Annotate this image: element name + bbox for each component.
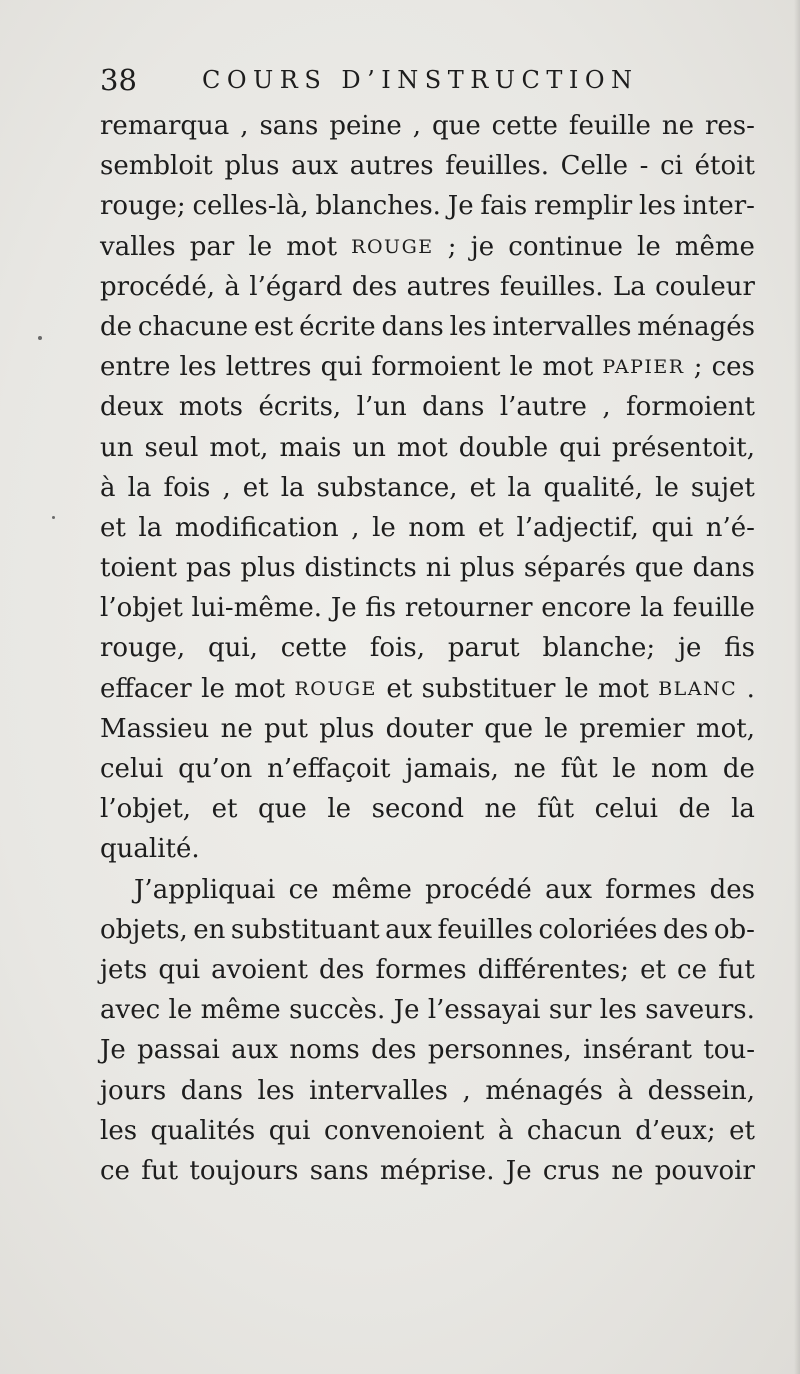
word: toient — [100, 553, 177, 584]
word: l’autre — [499, 392, 587, 423]
word: douter — [385, 713, 473, 744]
text-line — [100, 548, 755, 588]
word: dans — [422, 392, 485, 423]
word: même — [331, 874, 412, 905]
word: couleur — [655, 271, 755, 302]
word: qui — [559, 432, 601, 463]
word: sur — [548, 995, 592, 1026]
word: ne — [661, 111, 694, 141]
word: la — [507, 472, 532, 503]
word: à — [497, 1115, 514, 1146]
word: d’eux; — [635, 1115, 716, 1146]
text-line — [100, 186, 755, 226]
word: et — [242, 472, 269, 503]
word: l’objet — [100, 593, 183, 624]
word: présentoit, — [611, 432, 755, 463]
word: ce — [288, 874, 319, 905]
text-line — [100, 307, 755, 347]
word: l’égard — [249, 271, 343, 302]
word: mot — [598, 673, 649, 704]
word: sembloit — [100, 151, 213, 182]
word: J’appliquai — [134, 874, 276, 905]
word: nom — [408, 512, 466, 543]
word: intervalles — [492, 311, 632, 342]
word: ni — [425, 553, 451, 584]
word: des — [663, 914, 709, 945]
word: fut — [141, 1155, 179, 1186]
word: convenoient — [323, 1115, 485, 1146]
ink-speck — [52, 516, 55, 519]
word: fut — [718, 954, 755, 985]
word: toujours — [189, 1155, 299, 1186]
text-line — [100, 990, 755, 1030]
word: ne — [484, 794, 517, 825]
word: les — [599, 995, 637, 1026]
word: de — [722, 754, 755, 784]
word: insérant — [583, 1035, 693, 1066]
word: feuilles. — [499, 271, 604, 302]
word: , — [412, 111, 421, 141]
word: ; — [447, 231, 457, 262]
word: passai — [137, 1035, 220, 1066]
word: chacune — [137, 311, 249, 342]
text-line — [100, 106, 755, 146]
word: le — [612, 754, 637, 784]
word: distincts — [304, 553, 417, 584]
word: ROUGE — [351, 235, 434, 258]
word: ; — [693, 352, 703, 383]
word: crus — [542, 1155, 600, 1186]
word: chacun — [526, 1115, 622, 1146]
word: Je — [505, 1155, 532, 1186]
body-text — [100, 106, 755, 1191]
word: qui — [268, 1115, 311, 1146]
word: coloriées — [538, 914, 658, 945]
word: inter- — [682, 191, 755, 222]
word: , — [240, 111, 249, 141]
text-line — [100, 628, 755, 668]
word: l’un — [356, 392, 407, 423]
word: aux — [231, 1035, 279, 1066]
word: ne — [611, 1155, 644, 1186]
word: et — [211, 794, 238, 825]
word: dessein, — [647, 1075, 755, 1106]
word: écrite — [299, 311, 376, 342]
paragraph — [100, 106, 755, 870]
word: , — [602, 392, 611, 423]
word: des — [319, 954, 365, 985]
word: un — [352, 432, 386, 463]
word: fût — [537, 794, 575, 825]
word: ce — [100, 1155, 130, 1186]
word: qui — [651, 512, 694, 543]
word: je — [677, 633, 702, 664]
word: des — [371, 1035, 417, 1066]
text-line — [100, 709, 755, 749]
word: en — [193, 914, 226, 945]
word: à — [100, 472, 116, 503]
word: ne — [513, 754, 546, 784]
word: procédé, — [100, 271, 215, 302]
word: qui — [158, 954, 201, 985]
word: et — [100, 512, 126, 543]
word: tou- — [703, 1035, 755, 1066]
text-line — [100, 227, 755, 267]
word: blanche; — [542, 633, 656, 664]
word: différentes; — [477, 954, 629, 985]
word: mot — [286, 231, 338, 262]
word: n’effaçoit — [267, 754, 391, 784]
text-line — [100, 1071, 755, 1111]
word: à — [617, 1075, 634, 1106]
word: mot, — [209, 432, 269, 463]
word: le — [248, 231, 273, 262]
word: Celle — [560, 151, 628, 182]
word: valles — [100, 231, 176, 262]
word: jets — [100, 954, 148, 985]
word: les — [257, 1075, 295, 1106]
word: aux — [291, 151, 339, 182]
word: des — [351, 271, 398, 302]
text-line — [100, 146, 755, 186]
word: fois — [163, 472, 211, 503]
word: parut — [447, 633, 520, 664]
word: qui, — [207, 633, 258, 664]
word: plus — [459, 553, 515, 584]
word: cette — [491, 111, 558, 141]
word: n’é- — [705, 512, 755, 543]
page-edge-shadow — [794, 0, 800, 1374]
word: qualités — [150, 1115, 256, 1146]
text-line — [100, 267, 755, 307]
word: et — [729, 1115, 755, 1146]
word: put — [264, 713, 308, 744]
word: formes — [605, 874, 697, 905]
word: que — [258, 794, 307, 825]
word: séparés — [523, 553, 626, 584]
word: par — [189, 231, 235, 262]
word: entre — [100, 352, 171, 383]
word: Je — [100, 1035, 126, 1066]
word: ménagés — [485, 1075, 603, 1106]
word: la — [731, 794, 755, 825]
word: le — [168, 995, 193, 1026]
word: jamais, — [405, 754, 499, 784]
word: feuilles — [437, 914, 533, 945]
word: second — [371, 794, 464, 825]
word: lettres — [225, 352, 312, 383]
word: le — [564, 673, 589, 704]
text-line — [100, 669, 755, 709]
word: ce — [677, 954, 707, 985]
word: étoit — [694, 151, 755, 182]
word: les — [100, 1115, 138, 1146]
word: rouge; — [100, 191, 186, 222]
word: feuilles. — [445, 151, 549, 182]
word: sans — [309, 1155, 369, 1186]
word: pouvoir — [654, 1155, 755, 1186]
text-line — [100, 789, 755, 829]
word: Je — [330, 593, 357, 624]
word: la — [138, 512, 163, 543]
word: premier — [579, 713, 685, 744]
text-line — [100, 1030, 755, 1070]
word: PAPIER — [602, 356, 685, 379]
word: la — [280, 472, 305, 503]
word: continue — [508, 231, 623, 262]
word: de — [678, 794, 711, 825]
text-line — [100, 870, 755, 910]
word: le — [509, 352, 534, 383]
word: double — [458, 432, 549, 463]
word: le — [372, 512, 396, 543]
word: même — [200, 995, 281, 1026]
word: que — [484, 713, 534, 744]
word: objets, — [100, 914, 188, 945]
word: le — [201, 673, 225, 704]
word: que — [431, 111, 481, 141]
text-line — [100, 910, 755, 950]
text-line — [100, 950, 755, 990]
word: mot, — [695, 713, 755, 744]
word: plus — [319, 713, 375, 744]
word: La — [612, 271, 646, 302]
word: fis — [724, 633, 755, 664]
word: formoient — [626, 392, 755, 423]
word: des — [709, 874, 755, 905]
word: je — [470, 231, 495, 262]
text-line — [100, 1151, 755, 1191]
word: noms — [289, 1035, 360, 1066]
word: qualité, — [543, 472, 644, 503]
word: ménagés — [637, 311, 755, 342]
running-head: COURS D’INSTRUCTION — [202, 66, 639, 94]
word: succès. — [289, 995, 386, 1026]
word: retourner — [404, 593, 533, 624]
paragraph — [100, 870, 755, 1192]
word: substance, — [316, 472, 458, 503]
word: feuille — [672, 593, 755, 624]
word: dans — [381, 311, 444, 342]
word: peine — [329, 111, 402, 141]
word: saveurs. — [645, 995, 755, 1026]
word: blanches. — [315, 191, 441, 222]
text-line — [100, 387, 755, 427]
word: pas — [186, 553, 232, 584]
word: Je — [447, 191, 474, 222]
word: dans — [180, 1075, 243, 1106]
word: ci — [660, 151, 683, 182]
text-line — [100, 1111, 755, 1151]
word: nom — [650, 754, 709, 784]
word: le — [637, 231, 661, 262]
word: mot — [542, 352, 594, 383]
word: encore — [541, 593, 632, 624]
word: - — [639, 151, 649, 182]
word: plus — [224, 151, 280, 182]
word: celui — [594, 794, 658, 825]
word: écrits, — [258, 392, 342, 423]
word: plus — [240, 553, 296, 584]
word: . — [746, 673, 755, 704]
text-line — [100, 508, 755, 548]
word: , — [351, 512, 360, 543]
word: remarqua — [100, 111, 230, 141]
word: sans — [259, 111, 319, 141]
page-header — [100, 60, 760, 100]
word: ROUGE — [294, 677, 377, 700]
word: formoient — [371, 352, 501, 383]
text-line — [100, 749, 755, 789]
word: méprise. — [380, 1155, 495, 1186]
word: Massieu — [100, 713, 210, 744]
word: le — [327, 794, 352, 825]
word: de — [100, 311, 133, 342]
text-line — [100, 588, 755, 628]
word: remplir — [534, 191, 633, 222]
text-line — [100, 347, 755, 387]
word: mots — [178, 392, 243, 423]
word: fais — [480, 191, 528, 222]
text-line — [100, 829, 755, 869]
word: l’essayai — [427, 995, 541, 1026]
page-number: 38 — [100, 63, 137, 97]
word: ne — [220, 713, 253, 744]
text-line — [100, 428, 755, 468]
word: mot — [234, 673, 286, 704]
word: que — [634, 553, 684, 584]
word: modification — [174, 512, 339, 543]
word: l’adjectif, — [516, 512, 639, 543]
word: fois, — [369, 633, 426, 664]
word: et — [478, 512, 504, 543]
word: les — [179, 352, 217, 383]
word: res- — [704, 111, 755, 141]
word: cette — [280, 633, 347, 664]
word: l’objet, — [100, 794, 192, 825]
word: le — [544, 713, 569, 744]
word: , — [222, 472, 231, 503]
word: les — [449, 311, 487, 342]
word: celui — [100, 754, 164, 784]
ink-speck — [38, 336, 42, 340]
word: mot — [396, 432, 448, 463]
word: personnes, — [427, 1035, 572, 1066]
word: ces — [711, 352, 755, 383]
word: aux — [385, 914, 433, 945]
word: la — [640, 593, 665, 624]
word: Je — [393, 995, 420, 1026]
word: même — [674, 231, 755, 262]
word: celles-là, — [192, 191, 309, 222]
word: et — [386, 673, 413, 704]
word: substituer — [421, 673, 556, 704]
word: sujet — [690, 472, 755, 503]
word: à — [224, 271, 240, 302]
word: rouge, — [100, 633, 186, 664]
word: aux — [545, 874, 592, 905]
word: procédé — [425, 874, 532, 905]
word: substituant — [230, 914, 380, 945]
word: , — [462, 1075, 471, 1106]
word: les — [639, 191, 677, 222]
word: jours — [100, 1075, 167, 1106]
word: intervalles — [309, 1075, 448, 1106]
word: lui-même. — [191, 593, 323, 624]
word: seul — [144, 432, 199, 463]
word: avoient — [211, 954, 308, 985]
word: deux — [100, 392, 164, 423]
word: la — [127, 472, 152, 503]
word: un — [100, 432, 134, 463]
word: mais — [279, 432, 342, 463]
word: BLANC — [658, 677, 738, 700]
word: fis — [365, 593, 397, 624]
word: le — [655, 472, 679, 503]
word: dans — [692, 553, 755, 584]
word: avec — [100, 995, 161, 1026]
word: est — [254, 311, 294, 342]
word: fût — [560, 754, 598, 784]
word: effacer — [100, 673, 192, 704]
text-line — [100, 468, 755, 508]
word: autres — [349, 151, 434, 182]
word: qu’on — [178, 754, 253, 784]
word: ob- — [713, 914, 755, 945]
word: autres — [406, 271, 491, 302]
word: et — [469, 472, 496, 503]
word: formes — [375, 954, 467, 985]
word: qualité. — [100, 834, 200, 865]
word: et — [640, 954, 666, 985]
word: qui — [320, 352, 363, 383]
word: feuille — [568, 111, 651, 141]
